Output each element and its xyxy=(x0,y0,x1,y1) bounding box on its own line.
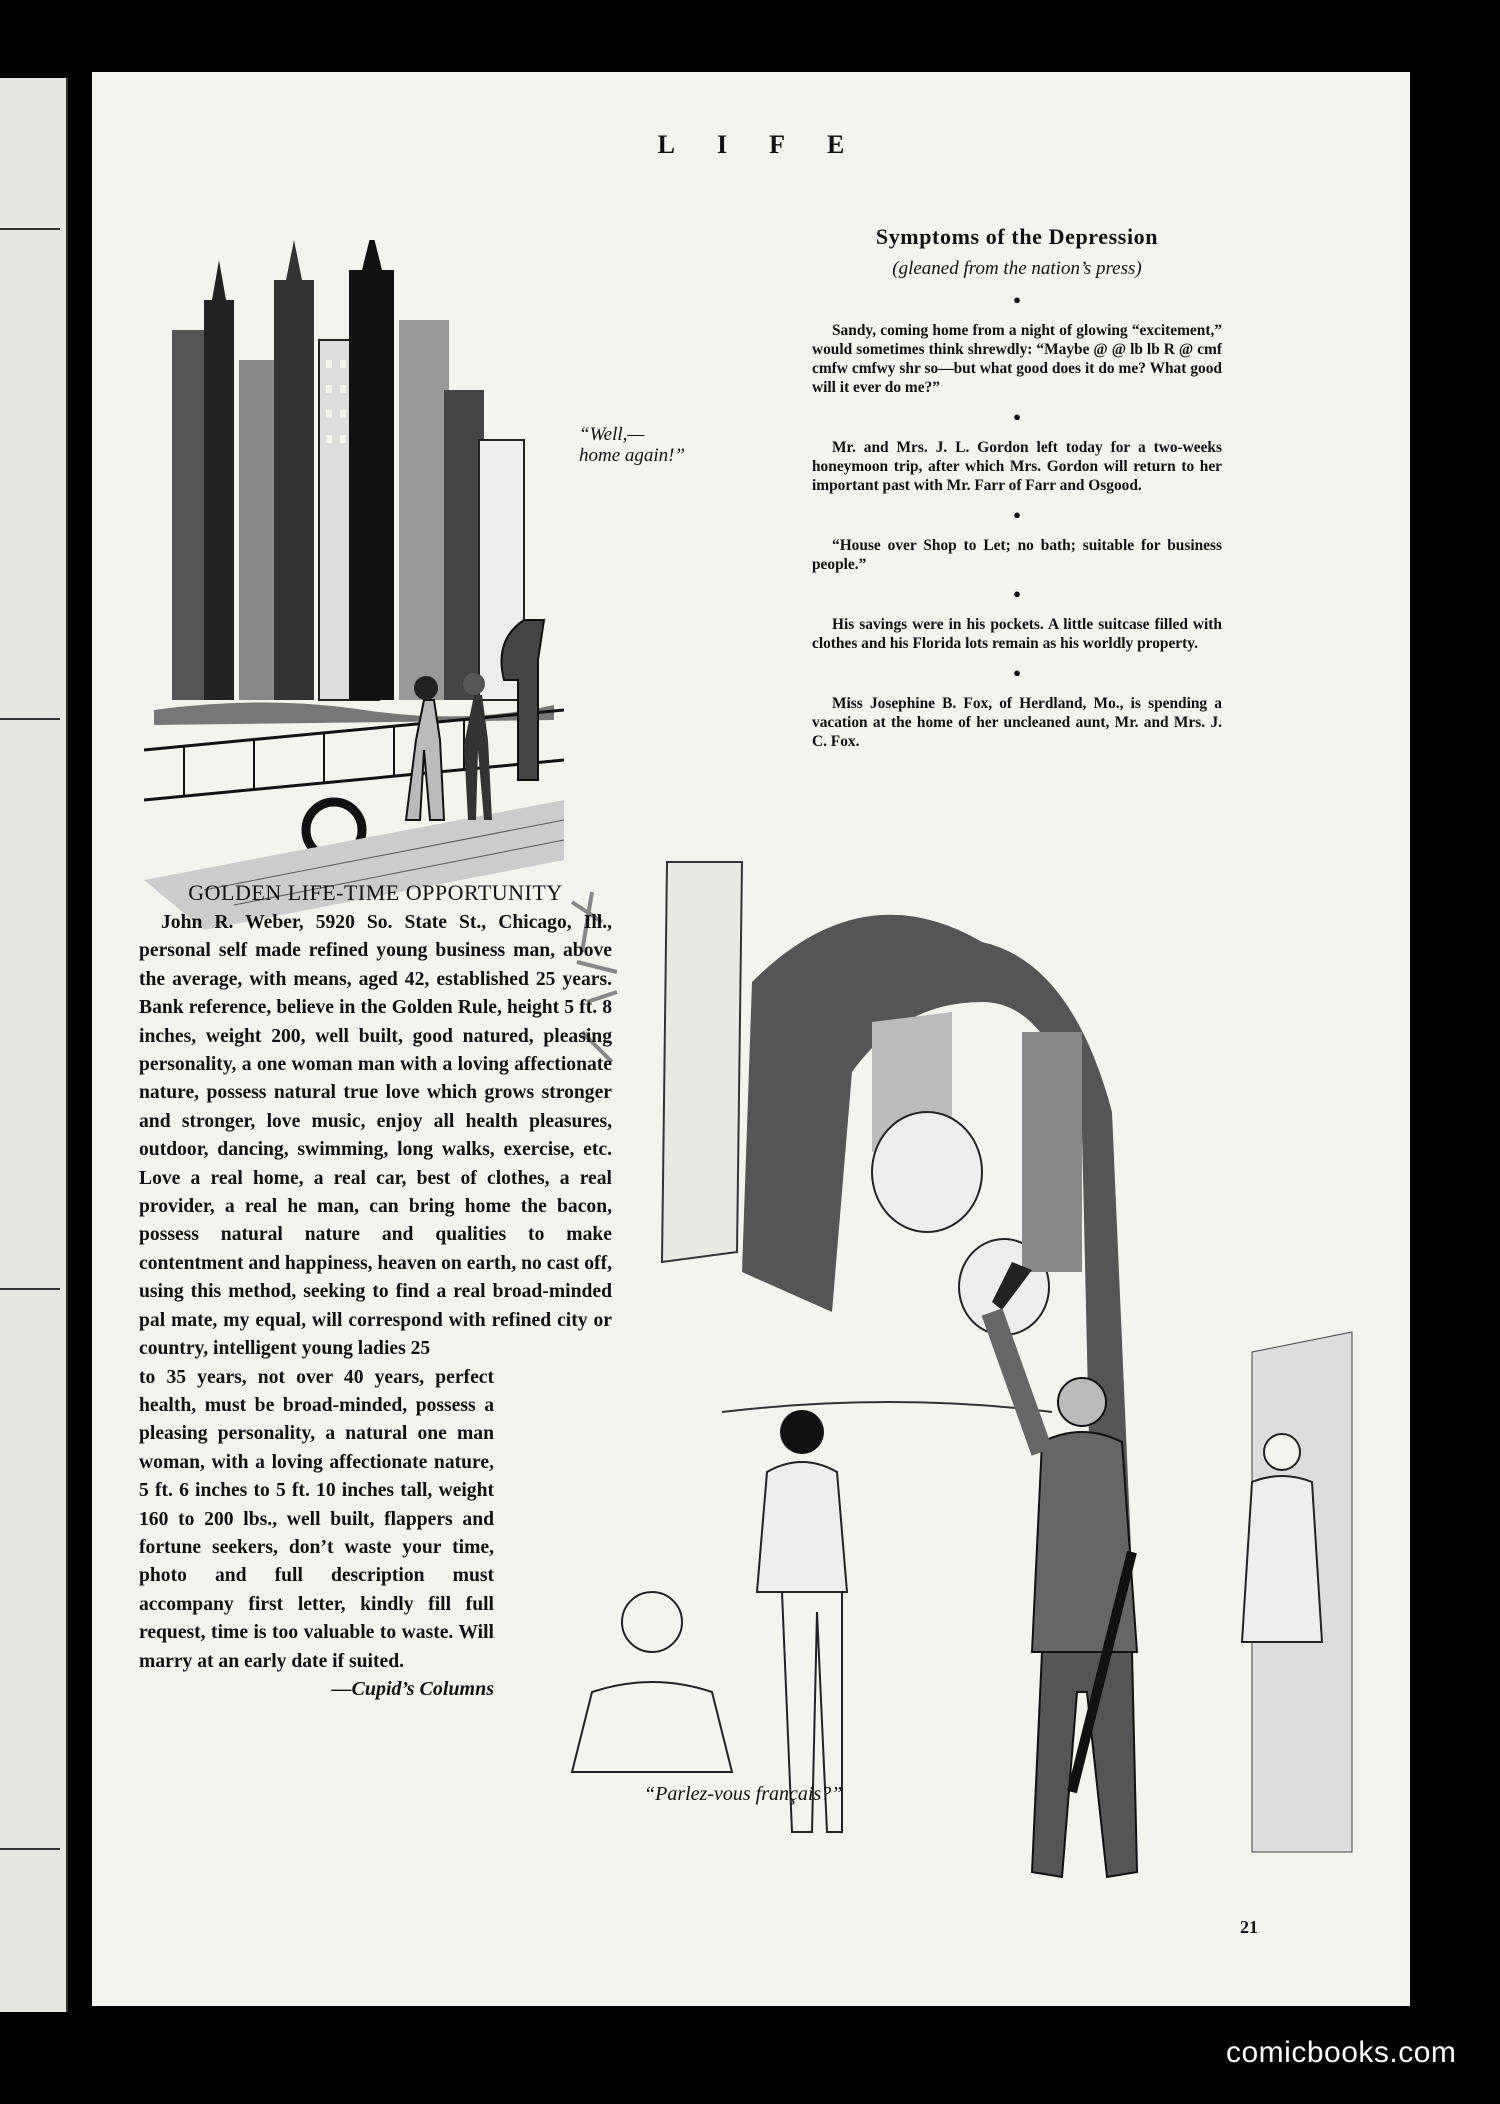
bullet: ● xyxy=(1013,292,1021,307)
symptom-item: Mr. and Mrs. J. L. Gordon left today for a two-weeks honeymoon trip, after which Mrs. Gordon will return to her important past with Mr. Farr of Farr and Osgood. xyxy=(812,439,1222,494)
symptoms-column xyxy=(812,224,1222,751)
golden-text-wide: John R. Weber, 5920 So. State St., Chicago, Ill., personal self made refined young business man, above the average, with means, aged 42, established 25 years. Bank reference, believe in the Golden Rule, height 5 ft. 8 inches, weight 200, well built, good natured, pleasing personality, a one woman man with a loving affectionate nature, possess natural true love which grows stronger and stronger, love music, enjoy all health pleasures, outdoor, dancing, swimming, long walks, exercise, etc. Love a real home, a real car, best of clothes, a real provider, a real he man, can bring home the bacon, possess natural nature and qualities to make contentment and happiness, heaven on earth, no cast off, using this method, seeking to find a real broad-minded pal mate, my equal, will correspond with refined city or country, intelligent young ladies 25 xyxy=(139,912,612,1360)
symptom-item: “House over Shop to Let; no bath; suitable for business people.” xyxy=(812,537,1222,573)
street-cartoon-caption: “Parlez-vous français?” xyxy=(644,1783,843,1805)
masthead: LIFE xyxy=(657,130,887,159)
symptom-item: His savings were in his pockets. A little suitcase filled with clothes and his Florida lots remain as his worldly property. xyxy=(812,616,1222,652)
symptoms-title: Symptoms of the Depression xyxy=(875,224,1159,249)
skyline-caption: “Well,— home again!” xyxy=(579,424,686,466)
bullet: ● xyxy=(1013,409,1021,424)
golden-text-narrow: to 35 years, not over 40 years, perfect health, must be broad-minded, possess a pleasing personality, a natural one man woman, with a loving affectionate nature, 5 ft. 6 inches to 5 ft. 10 inches tall, weight 160 to 200 lbs., well built, flappers and fortune seekers, don’t waste your time, photo and full description must accompany first letter, kindly fill full request, time is too valuable to waste. Will marry at an early date if suited. xyxy=(139,1366,494,1672)
magazine-page xyxy=(92,72,1410,2006)
bullet: ● xyxy=(1013,586,1021,601)
site-watermark: comicbooks.com xyxy=(1226,2036,1457,2069)
facing-page-edge xyxy=(0,78,68,2012)
symptom-item: Miss Josephine B. Fox, of Herdland, Mo., is spending a vacation at the home of her uncleaned aunt, Mr. and Mrs. J. C. Fox. xyxy=(812,695,1222,750)
golden-opportunity-column xyxy=(139,880,612,1701)
page-number: 21 xyxy=(1240,1917,1258,1937)
bullet: ● xyxy=(1013,665,1021,680)
golden-source: —Cupid’s Columns xyxy=(331,1677,494,1700)
symptoms-subtitle: (gleaned from the nation’s press) xyxy=(892,258,1142,279)
symptom-item: Sandy, coming home from a night of glowing “excitement,” would sometimes think shrewdly: “Maybe @ @ lb lb R @ cmf cmfw cmfwy shr so—but what good does it do me? What good will it ever do me?” xyxy=(812,322,1222,396)
golden-opportunity-title: GOLDEN LIFE-TIME OPPORTUNITY xyxy=(188,880,563,905)
bullet: ● xyxy=(1013,507,1021,522)
street-cartoon xyxy=(532,852,1392,1892)
skyline-cartoon xyxy=(144,240,564,930)
